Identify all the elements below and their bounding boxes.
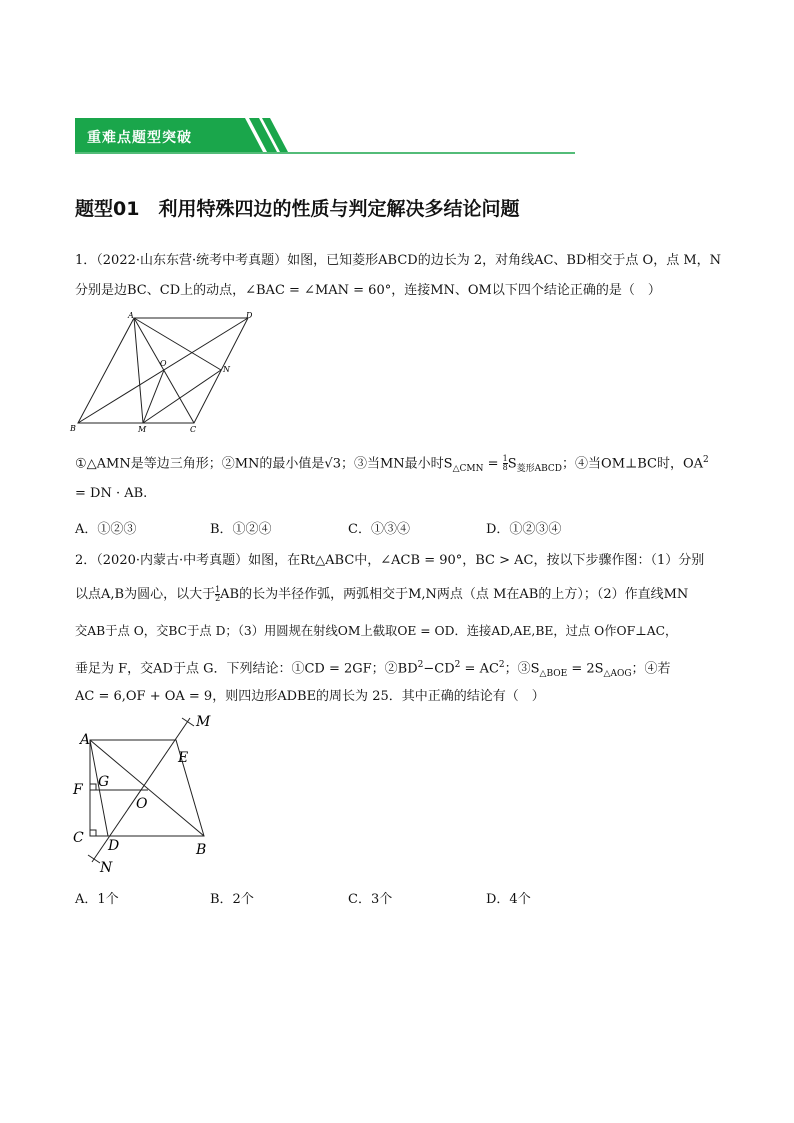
q1-stmt-part2: S [507, 456, 517, 472]
q2-text-line1: 如图，在Rt△ABC中，∠ACB = 90°，BC > AC，按以下步骤作图：（1）分别 [248, 553, 705, 568]
q2-frac-num: 1 [215, 585, 221, 594]
q2-label-c: C [73, 830, 84, 846]
q1-label-a: A [128, 311, 134, 320]
q1-label-d: D [246, 311, 253, 320]
q2-label-m: M [196, 714, 211, 730]
q1-label-c: C [190, 425, 197, 434]
q2-line4-mid3: ；③S [504, 661, 540, 677]
q1-stmt-sub1: △CMN [452, 463, 484, 474]
q1-stmt-part3: ；④当OM⊥BC时，OA [562, 456, 704, 472]
q2-label-o: O [136, 796, 148, 812]
q2-line4-mid2: = AC [460, 661, 499, 677]
q2-source: （2020·内蒙古·中考真题） [96, 553, 249, 568]
q1-stmt-sup: 2 [703, 455, 709, 465]
q1-frac-den: 8 [502, 463, 508, 473]
q2-line4-pre: 垂足为 F，交AD于点 G．下列结论：①CD = 2GF；②BD [75, 661, 418, 677]
banner-text: 重难点题型突破 [87, 130, 192, 146]
q1-statements [75, 449, 740, 480]
q1-frac-num: 1 [502, 454, 508, 464]
q2-option-c[interactable]: C．3个 [348, 892, 393, 907]
q1-number: 1． [75, 253, 97, 268]
q2-line4-mid4: = 2S [567, 661, 604, 677]
q2-number: 2． [75, 553, 97, 568]
q2-line4-post: ；④若 [631, 661, 671, 677]
q1-stmt-sub2: 菱形ABCD [516, 463, 563, 474]
q2-line4-sup3: 2 [498, 660, 505, 670]
section-title: 题型01 利用特殊四边的性质与判定解决多结论问题 [75, 198, 520, 220]
q2-line3: 交AB于点 O，交BC于点 D；（3）用圆规在射线OM上截取OE = OD．连接AD,AE,BE，过点 O作OF⊥AC， [75, 624, 678, 638]
q2-label-f: F [73, 782, 83, 798]
q2-label-n: N [100, 860, 113, 876]
q2-label-b: B [196, 842, 207, 858]
q1-option-d[interactable]: D．①②③④ [486, 522, 562, 537]
q1-figure [68, 310, 268, 435]
q2-label-a: A [80, 732, 91, 748]
q2-line4-sub2: △AOG [603, 668, 632, 679]
q2-label-e: E [178, 750, 189, 766]
q2-option-b[interactable]: B．2个 [210, 892, 254, 907]
section-banner [75, 118, 575, 156]
q2-option-a[interactable]: A．1个 [75, 892, 119, 907]
q1-option-c[interactable]: C．①③④ [348, 522, 410, 537]
q2-line4-sub1: △BOE [539, 668, 568, 679]
q1-label-o: O [160, 359, 167, 368]
q1-line1 [75, 250, 740, 272]
q1-option-b[interactable]: B．①②④ [210, 522, 272, 537]
q1-label-n: N [223, 365, 230, 374]
q2-line4-sup1: 2 [417, 660, 424, 670]
q2-line4-mid: −CD [423, 661, 455, 677]
q2-label-d: D [108, 838, 120, 854]
q1-stmt-eq: = [483, 456, 503, 472]
q2-line4-sup2: 2 [454, 660, 461, 670]
q1-line2: 分别是边BC、CD上的动点，∠BAC = ∠MAN = 60°，连接MN、OM以下四个结论正确的是（ ） [75, 283, 661, 298]
q1-statement-line2: = DN · AB. [75, 486, 148, 501]
q2-line5: AC = 6,OF + OA = 9，则四边形ADBE的周长为 25．其中正确的结论有（ ） [75, 689, 545, 704]
q1-text-line1: 如图，已知菱形ABCD的边长为 2，对角线AC、BD相交于点 O，点 M，N [287, 253, 722, 268]
q2-option-d[interactable]: D．4个 [486, 892, 531, 907]
q2-frac-den: 2 [215, 594, 221, 603]
q2-line4 [75, 654, 740, 685]
q2-line2-post: AB的长为半径作弧，两弧相交于M,N两点（点 M在AB的上方）；（2）作直线MN [220, 587, 689, 602]
q1-label-m: M [138, 425, 147, 434]
q1-stmt-part1: ①△AMN是等边三角形；②MN的最小值是√3；③当MN最小时S [75, 456, 453, 472]
q2-line2-pre: 以点A,B为圆心，以大于 [75, 587, 216, 602]
q2-label-g: G [98, 774, 110, 790]
q1-label-b: B [70, 424, 76, 433]
q2-line2 [75, 584, 740, 606]
q2-figure [68, 712, 228, 878]
q1-option-a[interactable]: A．①②③ [75, 522, 137, 537]
q2-line1 [75, 550, 740, 572]
banner-underline [0, 152, 600, 156]
q1-source: （2022·山东东营·统考中考真题） [96, 253, 288, 268]
